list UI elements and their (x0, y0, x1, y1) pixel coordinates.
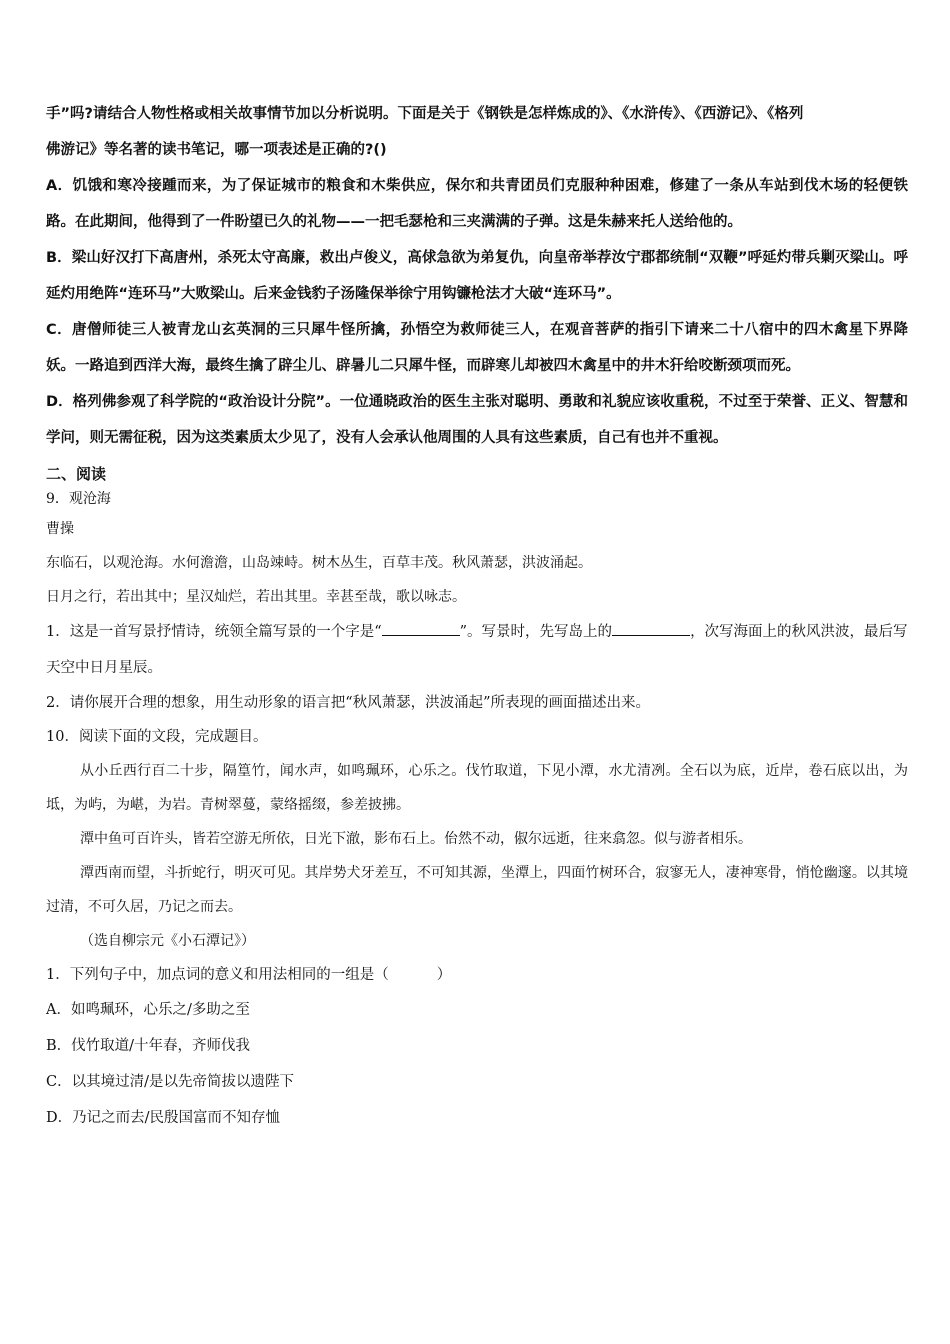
intro-line-2: 佛游记》等名著的读书笔记，哪一项表述是正确的?() (46, 142, 387, 158)
poem-line-1: 东临石，以观沧海。水何澹澹，山岛竦峙。树木丛生，百草丰茂。秋风萧瑟，洪波涌起。 (46, 555, 592, 571)
passage-para-3: 潭西南而望，斗折蛇行，明灭可见。其岸势犬牙差互，不可知其源，坐潭上，四面竹树环合，寂寥无人，凄神寒骨，悄怆幽邃。以其境过清，不可久居，乃记之而去。 (46, 865, 908, 915)
poem-line-2: 日月之行，若出其中；星汉灿烂，若出其里。幸甚至哉，歌以咏志。 (46, 589, 466, 605)
section-title-reading: 二、阅读 (46, 465, 107, 483)
q10-option-c: C．以其境过清/是以先帝简拔以遗陛下 (46, 1074, 294, 1090)
q10-option-a: A．如鸣珮环，心乐之/多助之至 (46, 1002, 250, 1018)
answer-blank-1[interactable] (382, 621, 460, 636)
q9-sub2: 2．请你展开合理的想象，用生动形象的语言把“秋风萧瑟，洪波涌起”所表现的画面描述出来。 (46, 695, 651, 711)
q9-sub1-part2: ”。写景时，先写岛上的 (459, 624, 613, 640)
passage-source: （选自柳宗元《小石潭记》） (80, 933, 255, 949)
q10-option-d: D．乃记之而去/民殷国富而不知存恤 (46, 1110, 281, 1126)
q9-sub1-part3: ，次写海面上的秋风洪波，最后写天空中日月星辰。 (46, 624, 908, 676)
q9-sub1-part1: 1．这是一首写景抒情诗，统领全篇写景的一个字是“ (46, 624, 382, 640)
q9-sub1 (46, 614, 908, 686)
passage-para-1: 从小丘西行百二十步，隔篁竹，闻水声，如鸣珮环，心乐之。伐竹取道，下见小潭，水尤清冽。全石以为底，近岸，卷石底以出，为坻，为屿，为嵁，为岩。青树翠蔓，蒙络摇缀，参差披拂。 (46, 763, 908, 813)
q10-sub1 (46, 958, 908, 992)
passage-para-2: 潭中鱼可百许头，皆若空游无所依，日光下澈，影布石上。佁然不动，俶尔远逝，往来翕忽。似与游者相乐。 (80, 831, 752, 847)
intro-line-1: 手”吗?请结合人物性格或相关故事情节加以分析说明。下面是关于《钢铁是怎样炼成的》、《水浒传》、《西游记》、《格列 (46, 106, 804, 122)
poem-author: 曹操 (46, 521, 74, 537)
option-b: B．梁山好汉打下高唐州，杀死太守高廉，救出卢俊义，高俅急欲为弟复仇，向皇帝举荐汝宁郡都统制“双鞭”呼延灼带兵剿灭梁山。呼延灼用绝阵“连环马”大败梁山。后来金钱豹子汤隆保举徐宁用钩镰枪法才大破“连环马”。 (46, 250, 908, 302)
option-c: C．唐僧师徒三人被青龙山玄英洞的三只犀牛怪所擒，孙悟空为救师徒三人，在观音菩萨的指引下请来二十八宿中的四木禽星下界降妖。一路追到西洋大海，最终生擒了辟尘儿、辟暑儿二只犀牛怪，而辟寒儿却被四木禽星中的井木犴给咬断颈项而死。 (46, 322, 908, 374)
q10-sub1-suffix: ） (436, 967, 452, 983)
answer-blank-2[interactable] (612, 621, 690, 636)
option-a: A．饥饿和寒冷接踵而来，为了保证城市的粮食和木柴供应，保尔和共青团员们克服种种困难，修建了一条从车站到伐木场的轻便铁路。在此期间，他得到了一件盼望已久的礼物——一把毛瑟枪和三夹满满的子弹。这是朱赫来托人送给他的。 (46, 178, 908, 230)
option-d: D．格列佛参观了科学院的“政治设计分院”。一位通晓政治的医生主张对聪明、勇敢和礼貌应该收重税，不过至于荣誉、正义、智慧和学问，则无需征税，因为这类素质太少见了，没有人会承认他周围的人具有这些素质，自己有也并不重视。 (46, 394, 908, 446)
document-page (46, 96, 908, 1136)
q10-sub1-prefix: 1．下列句子中，加点词的意义和用法相同的一组是（ (46, 967, 389, 983)
q10-option-b: B．伐竹取道/十年春，齐师伐我 (46, 1038, 251, 1054)
q9-header: 9．观沧海 (46, 491, 111, 507)
q10-header: 10．阅读下面的文段，完成题目。 (46, 729, 268, 745)
